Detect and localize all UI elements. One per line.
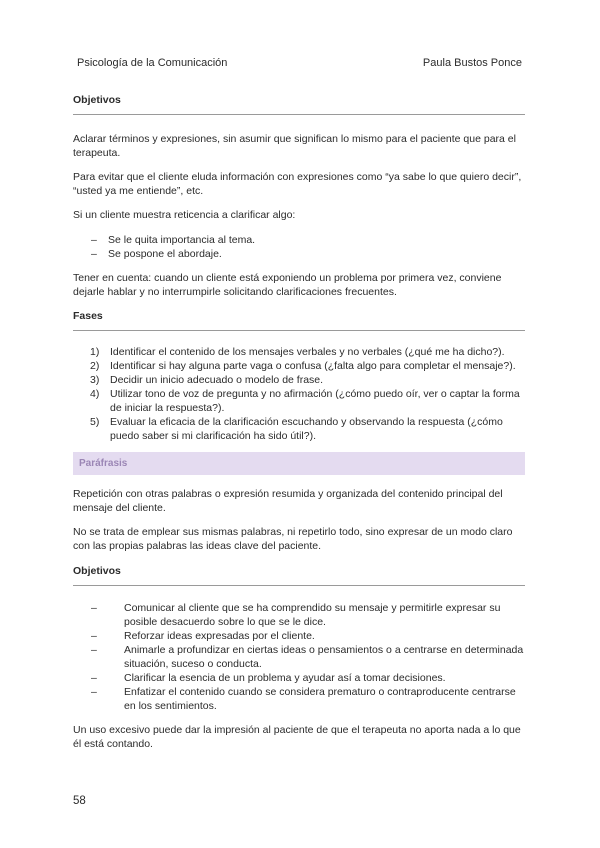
- topic-banner: [73, 452, 525, 475]
- list-item: 4) Utilizar tono de voz de pregunta y no afirmación (¿cómo puedo oír, ver o captar la forma de iniciar la respuesta?).: [90, 388, 520, 414]
- paragraph: No se trata de emplear sus mismas palabras, ni repetirlo todo, sino expresar de un modo claro con las propias palabras las ideas clave del paciente.: [73, 526, 513, 552]
- paragraph: Un uso excesivo puede dar la impresión al paciente de que el terapeuta no aporta nada a lo que él está contando.: [73, 724, 521, 750]
- paragraph: Si un cliente muestra reticencia a clarificar algo:: [73, 209, 296, 221]
- list-item: – Animarle a profundizar en ciertas ideas o pensamientos o a centrarse en determinada situación, suceso o conducta.: [91, 644, 524, 670]
- bullet-list: [73, 233, 525, 261]
- list-item: 5) Evaluar la eficacia de la clarificación escuchando y observando la respuesta (¿cómo puedo saber si mi clarificación ha sido útil?).: [90, 416, 503, 442]
- list-item: – Clarificar la esencia de un problema y ayudar así a tomar decisiones.: [91, 672, 446, 684]
- list-item: – Comunicar al cliente que se ha comprendido su mensaje y permitirle expresar su posible desacuerdo sobre lo que se le dice.: [91, 602, 501, 628]
- paragraph: Aclarar términos y expresiones, sin asumir que significan lo mismo para el paciente que para el terapeuta.: [73, 133, 516, 159]
- list-item: 1) Identificar el contenido de los mensajes verbales y no verbales (¿qué me ha dicho?).: [90, 346, 505, 358]
- list-item: – Reforzar ideas expresadas por el cliente.: [91, 630, 315, 642]
- author-name: Paula Bustos Ponce: [422, 57, 522, 69]
- list-item: 2) Identificar si hay alguna parte vaga o confusa (¿falta algo para completar el mensaje?).: [90, 360, 516, 372]
- topic-banner-label: Paráfrasis: [79, 458, 128, 469]
- paragraph: Repetición con otras palabras o expresión resumida y organizada del contenido principal del mensaje del cliente.: [73, 488, 503, 514]
- course-title: Psicología de la Comunicación: [77, 57, 228, 69]
- list-item: – Enfatizar el contenido cuando se considera prematuro o contraproducente centrarse en los sentimientos.: [91, 686, 516, 712]
- page-content: [73, 93, 525, 751]
- list-item: 3) Decidir un inicio adecuado o modelo de frase.: [90, 374, 324, 386]
- bullet-list: [73, 601, 525, 713]
- numbered-list: [73, 345, 525, 443]
- list-item: – Se pospone el abordaje.: [91, 248, 222, 260]
- section-heading-objetivos: Objetivos: [73, 94, 121, 106]
- paragraph: Tener en cuenta: cuando un cliente está exponiendo un problema por primera vez, conviene dejarle hablar y no interrumpirle solicitando clarificaciones frecuentes.: [73, 272, 502, 298]
- page-number: 58: [73, 795, 86, 807]
- section-heading-objetivos: Objetivos: [73, 565, 121, 577]
- paragraph: Para evitar que el cliente eluda información con expresiones como “ya sabe lo que quiero decir”, “usted ya me entiende”, etc.: [73, 171, 522, 197]
- section-heading-fases: Fases: [73, 310, 103, 322]
- section-divider: [73, 114, 525, 115]
- section-divider: [73, 585, 525, 586]
- page-header: [77, 57, 522, 69]
- section-divider: [73, 330, 525, 331]
- list-item: – Se le quita importancia al tema.: [91, 234, 256, 246]
